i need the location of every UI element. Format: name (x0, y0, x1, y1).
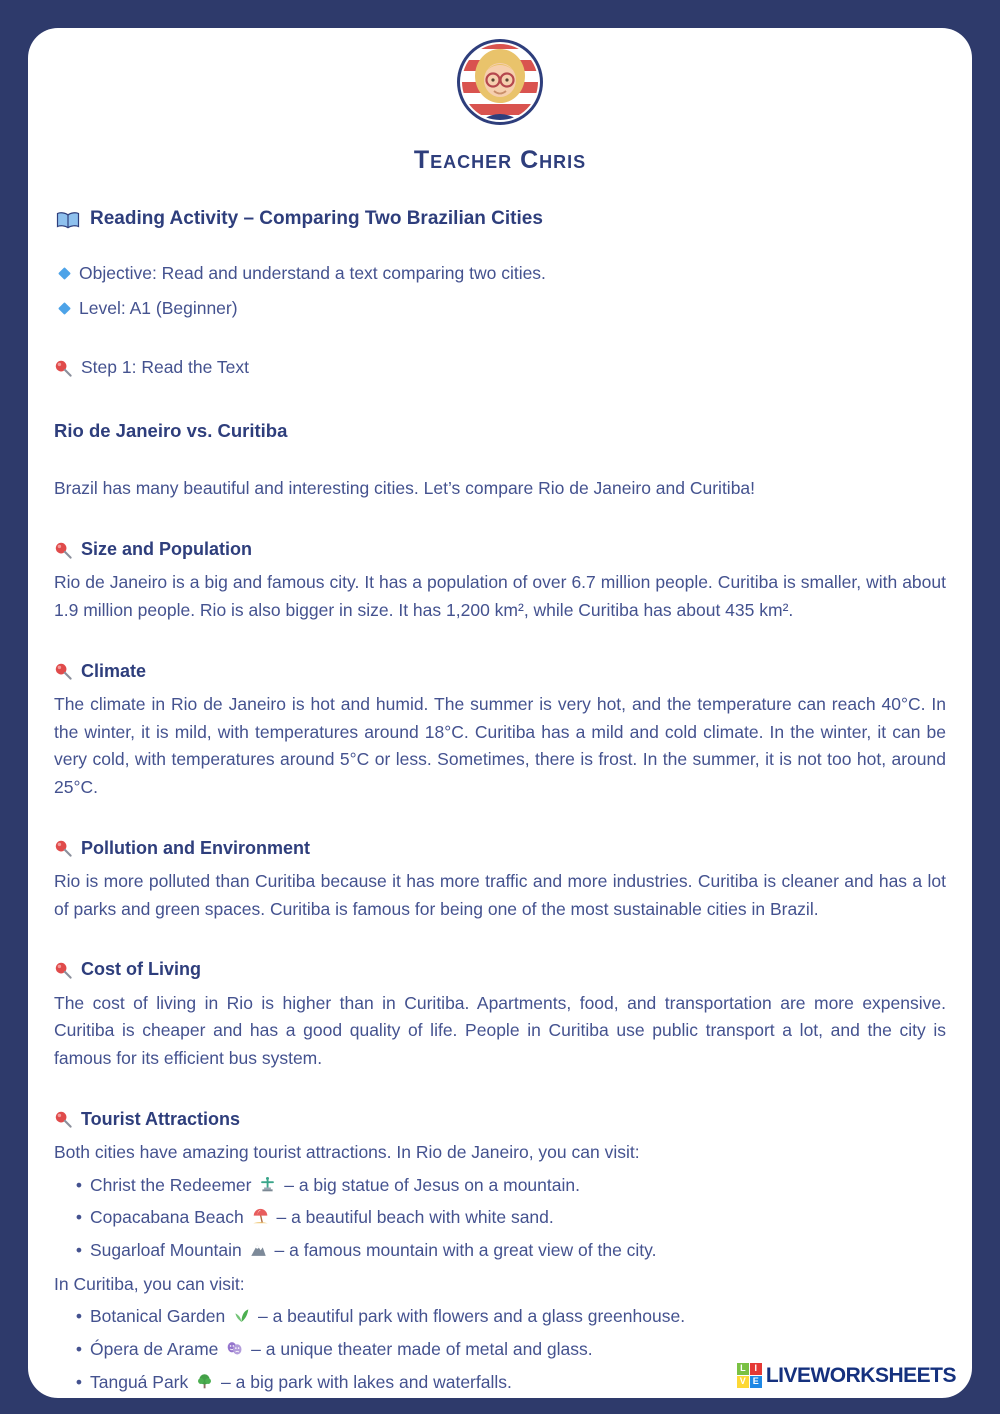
bullet-icon: • (75, 1240, 83, 1261)
open-book-icon (56, 210, 80, 229)
activity-title (54, 204, 946, 234)
section-title (54, 834, 946, 862)
bullet-icon: • (75, 1174, 83, 1195)
section-title-text: Pollution and Environment (81, 837, 310, 858)
tile-v: V (737, 1376, 749, 1388)
pushpin-icon (54, 661, 73, 680)
tree-icon (195, 1371, 214, 1388)
attraction-name: Tanguá Park (90, 1371, 189, 1392)
attraction-name: Copacabana Beach (90, 1207, 244, 1228)
list-item (68, 1237, 946, 1265)
beach-umbrella-icon (251, 1206, 270, 1223)
section-title (54, 1105, 946, 1133)
level-text: Level: A1 (Beginner) (79, 297, 238, 318)
step-line (54, 354, 946, 382)
level-line (54, 295, 946, 323)
avatar-wrap (54, 38, 946, 135)
step-text: Step 1: Read the Text (81, 357, 249, 378)
activity-title-text: Reading Activity – Comparing Two Brazilian Cities (90, 208, 543, 230)
section-climate (54, 657, 946, 802)
theater-masks-icon (225, 1338, 244, 1355)
small-blue-diamond-icon (58, 268, 71, 281)
attraction-text (90, 1204, 554, 1232)
attraction-desc: – a beautiful beach with white sand. (276, 1207, 554, 1228)
section-size-population (54, 535, 946, 625)
liveworksheets-logo[interactable] (737, 1359, 956, 1392)
section-title-text: Cost of Living (81, 959, 201, 980)
rio-attractions-list (54, 1172, 946, 1265)
tile-i: I (750, 1363, 762, 1375)
teacher-name: Teacher Chris (413, 145, 587, 174)
statue-icon (258, 1174, 277, 1191)
teacher-avatar (456, 38, 544, 126)
attraction-desc: – a big statue of Jesus on a mountain. (284, 1174, 580, 1195)
small-blue-diamond-icon (58, 302, 71, 315)
attraction-name: Botanical Garden (90, 1306, 226, 1327)
attraction-desc: – a famous mountain with a great view of the city. (274, 1240, 657, 1261)
attraction-text (90, 1172, 580, 1200)
liveworksheets-tiles-icon (737, 1363, 762, 1388)
section-title (54, 657, 946, 685)
section-tourist-attractions (54, 1105, 946, 1397)
section-title-text: Tourist Attractions (81, 1108, 241, 1129)
objective-line (54, 260, 946, 288)
herb-icon (232, 1305, 251, 1322)
brand-text: LIVEWORKSHEETS (765, 1363, 956, 1387)
section-body: Rio is more polluted than Curitiba because it has more traffic and more industries. Curitiba is cleaner and has a lot of parks and green spaces. Curitiba is famous for being one of the most sustainable cities in Brazil. (54, 871, 946, 919)
attraction-name: Christ the Redeemer (90, 1174, 252, 1195)
pushpin-icon (54, 960, 73, 979)
list-item (68, 1303, 946, 1331)
section-body: The climate in Rio de Janeiro is hot and humid. The summer is very hot, and the temperature can reach 40°C. In the winter, it is mild, with temperatures around 18°C. Curitiba has a mild and cold climate. In the winter, it can be very cold, with temperatures around 5°C or less. Sometimes, there is frost. In the summer, it is not too hot, around 25°C. (54, 694, 946, 798)
attraction-desc: – a big park with lakes and waterfalls. (221, 1371, 512, 1392)
attraction-desc: – a beautiful park with flowers and a glass greenhouse. (257, 1306, 686, 1327)
section-title (54, 955, 946, 983)
pushpin-icon (54, 359, 73, 378)
bullet-icon: • (75, 1306, 83, 1327)
intro-paragraph: Brazil has many beautiful and interesting cities. Let’s compare Rio de Janeiro and Curitiba! (54, 478, 756, 499)
section-body: Rio de Janeiro is a big and famous city. It has a population of over 6.7 million people. Curitiba is smaller, with about 1.9 million people. Rio is also bigger in size. It has 1,200 km², while Curitiba has about 435 km². (54, 572, 946, 621)
reading-heading: Rio de Janeiro vs. Curitiba (54, 420, 288, 442)
objectives-block (54, 260, 946, 322)
worksheet-card (28, 28, 972, 1398)
mountain-icon (249, 1239, 268, 1256)
section-cost-of-living (54, 955, 946, 1072)
attraction-name: Sugarloaf Mountain (90, 1240, 242, 1261)
attraction-name: Ópera de Arame (90, 1339, 219, 1360)
curitiba-intro: In Curitiba, you can visit: (54, 1273, 245, 1294)
objective-text: Objective: Read and understand a text comparing two cities. (79, 263, 546, 284)
bullet-icon: • (75, 1339, 83, 1360)
tile-l: L (737, 1363, 749, 1375)
list-item (68, 1204, 946, 1232)
tile-e: E (750, 1376, 762, 1388)
section-title-text: Size and Population (81, 538, 253, 559)
pushpin-icon (54, 1109, 73, 1128)
section-title (54, 535, 946, 563)
section-body: The cost of living in Rio is higher than in Curitiba. Apartments, food, and transportation are more expensive. Curitiba is cheaper and has a good quality of life. People in Curitiba use public transport a lot, and the city is famous for its efficient bus system. (54, 992, 946, 1069)
attraction-text (90, 1369, 512, 1397)
pushpin-icon (54, 838, 73, 857)
pushpin-icon (54, 540, 73, 559)
attraction-text (90, 1303, 685, 1331)
section-pollution (54, 834, 946, 924)
attraction-text (90, 1336, 593, 1364)
list-item (68, 1172, 946, 1200)
bullet-icon: • (75, 1371, 83, 1392)
section-body: Both cities have amazing tourist attractions. In Rio de Janeiro, you can visit: (54, 1142, 640, 1163)
attraction-desc: – a unique theater made of metal and glass. (251, 1339, 593, 1360)
section-title-text: Climate (81, 660, 147, 681)
bullet-icon: • (75, 1207, 83, 1228)
attraction-text (90, 1237, 656, 1265)
